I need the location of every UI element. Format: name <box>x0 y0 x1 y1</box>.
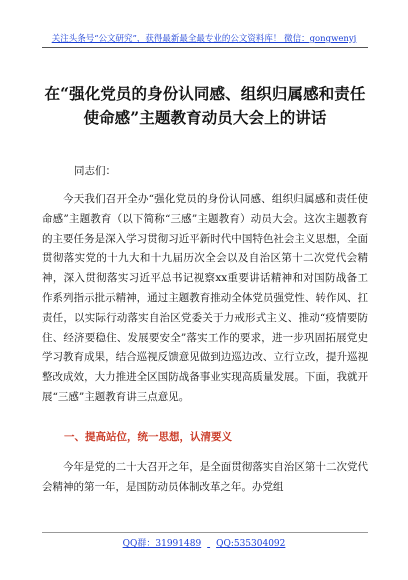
greeting: 同志们： <box>74 165 116 177</box>
body-paragraph-1: 今天我们召开全办“强化党员的身份认同感、组织归属感和责任使命感”主题教育（以下简称“三感”主题教育）动员大会。这次主题教育的主要任务是深入学习贯彻习近平新时代中国特色社会主义思想，全面贯彻落实党的十九大和十九届历次全会以及自治区第十二次党代会精神，深入贯彻落实习近平总书记视察xx重要讲话精神和对国防战备工作系列指示批示精神，通过主题教育推动全体党员强党性、转作风、扛责任，以实际行动落实自治区党委关于力戒形式主义、推动“疫情要防住、经济要稳住、发展要安全”落实工作的要求，进一步巩固拓展党史学习教育成果，结合巡视反馈意见做到边巡边改、立行立改，提升巡视整改成效，大力推进全区国防战备事业实现高质量发展。下面，我就开展“三感”主题教育讲三点意见。 <box>42 193 368 403</box>
body-paragraph-2: 今年是党的二十大召开之年，是全面贯彻落实自治区第十二次党代会精神的第一年，是国防动员体制改革之年。办党组 <box>42 461 368 493</box>
document-title: 在“强化党员的身份认同感、组织归属感和责任使命感”主题教育动员大会上的讲话 <box>44 84 366 127</box>
header-promo-link[interactable]: 关注头条号“公文研究”，获得最新最全最专业的公文资料库！ 微信：gongwenyj <box>51 34 357 44</box>
footer-contacts <box>0 536 408 549</box>
header-divider <box>42 47 368 48</box>
footer-qq-link[interactable]: QQ:535304092 <box>216 539 286 549</box>
section-heading-1: 一、提高站位，统一思想，认清要义 <box>64 431 232 443</box>
footer-divider <box>42 532 368 533</box>
footer-qq-group-link[interactable]: QQ群：31991489 <box>122 539 202 549</box>
